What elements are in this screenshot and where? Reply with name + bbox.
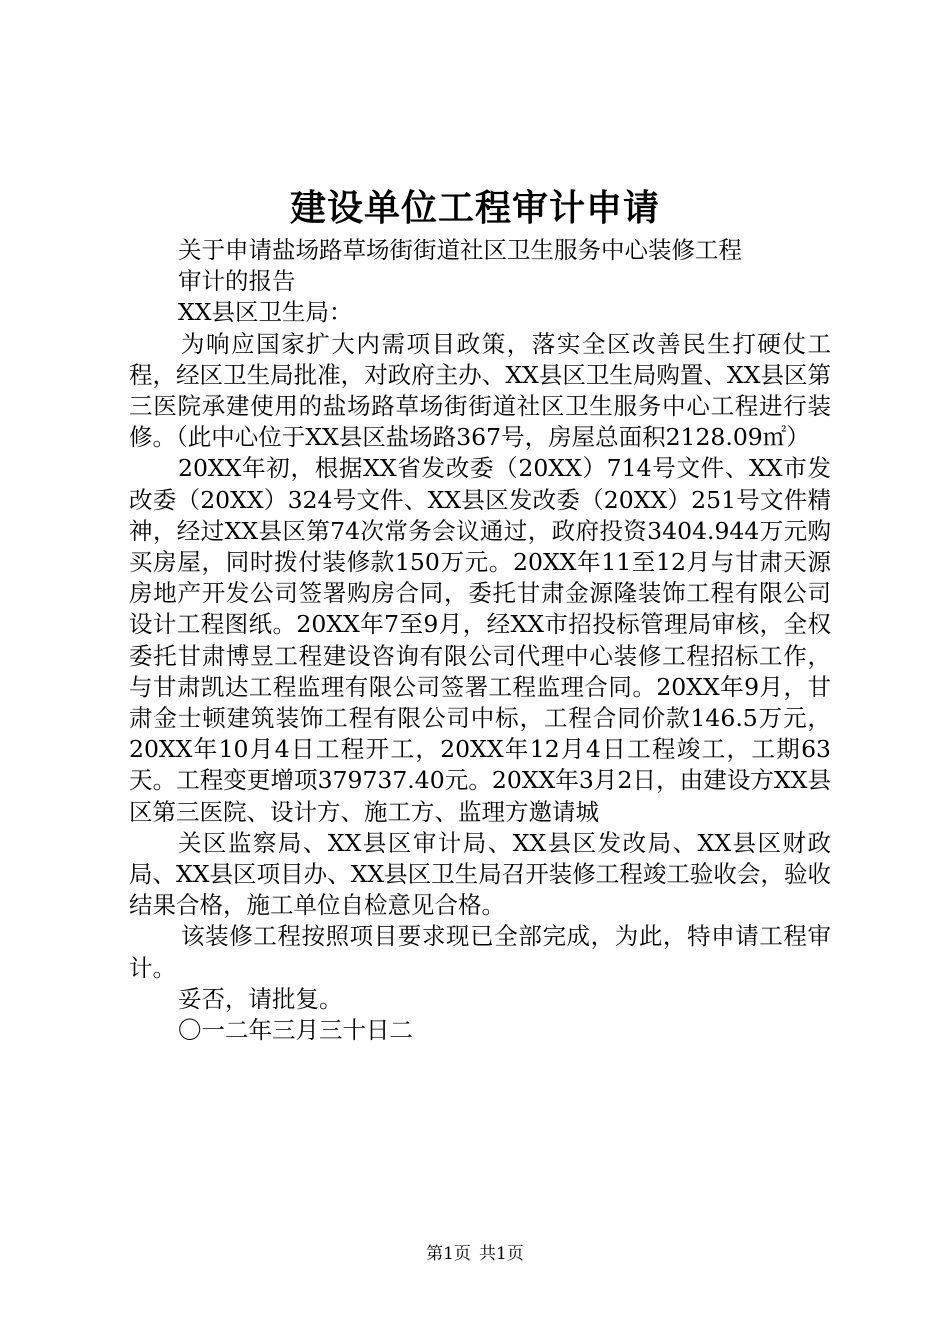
subject-line-2: 审计的报告: [178, 267, 296, 296]
page-number: 第1页: [426, 1244, 471, 1264]
page-total: 共1页: [479, 1244, 524, 1264]
paragraph-2: 20XX年初，根据XX省发改委（20XX）714号文件、XX市发改委（20XX）324号文件、XX县区发改委（20XX）251号文件精神，经过XX县区第74次常务会议通过，政府投资3404.944万元购买房屋，同时拨付装修款150万元。20XX年11至12月与甘肃天源房地产开发公司签署购房合同，委托甘肃金源隆装饰工程有限公司设计工程图纸。20XX年7至9月，经XX市招投标管理局审核，全权委托甘肃博昱工程建设咨询有限公司代理中心装修工程招标工作，与甘肃凯达工程监理有限公司签署工程监理合同。20XX年9月，甘肃金士顿建筑装饰工程有限公司中标，工程合同价款146.5万元，20XX年10月4日工程开工，20XX年12月4日工程竣工，工期63天。工程变更增项379737.40元。20XX年3月2日，由建设方XX县区第三医院、设计方、施工方、监理方邀请城: [129, 454, 831, 826]
paragraph-3: 关区监察局、XX县区审计局、XX县区发改局、XX县区财政局、XX县区项目办、XX县区卫生局召开装修工程竣工验收会，验收结果合格，施工单位自检意见合格。: [129, 828, 831, 920]
subject-line-1: 关于申请盐场路草场街街道社区卫生服务中心装修工程: [178, 236, 742, 264]
closing-line: 妥否，请批复。: [178, 984, 343, 1013]
document-title: 建设单位工程审计申请: [289, 187, 660, 229]
page-footer: [0, 1244, 950, 1264]
recipient: XX县区卫生局：: [178, 298, 353, 327]
document-date: 〇一二年三月三十日二: [178, 1016, 413, 1045]
document-body: [129, 235, 831, 1046]
paragraph-4: 该装修工程按照项目要求现已全部完成，为此，特申请工程审计。: [129, 922, 831, 982]
paragraph-1: 为响应国家扩大内需项目政策，落实全区改善民生打硬仗工程，经区卫生局批准，对政府主办、XX县区卫生局购置、XX县区第三医院承建使用的盐场路草场街街道社区卫生服务中心工程进行装修。（此中心位于XX县区盐场路367号，房屋总面积2128.09㎡）: [129, 329, 831, 452]
